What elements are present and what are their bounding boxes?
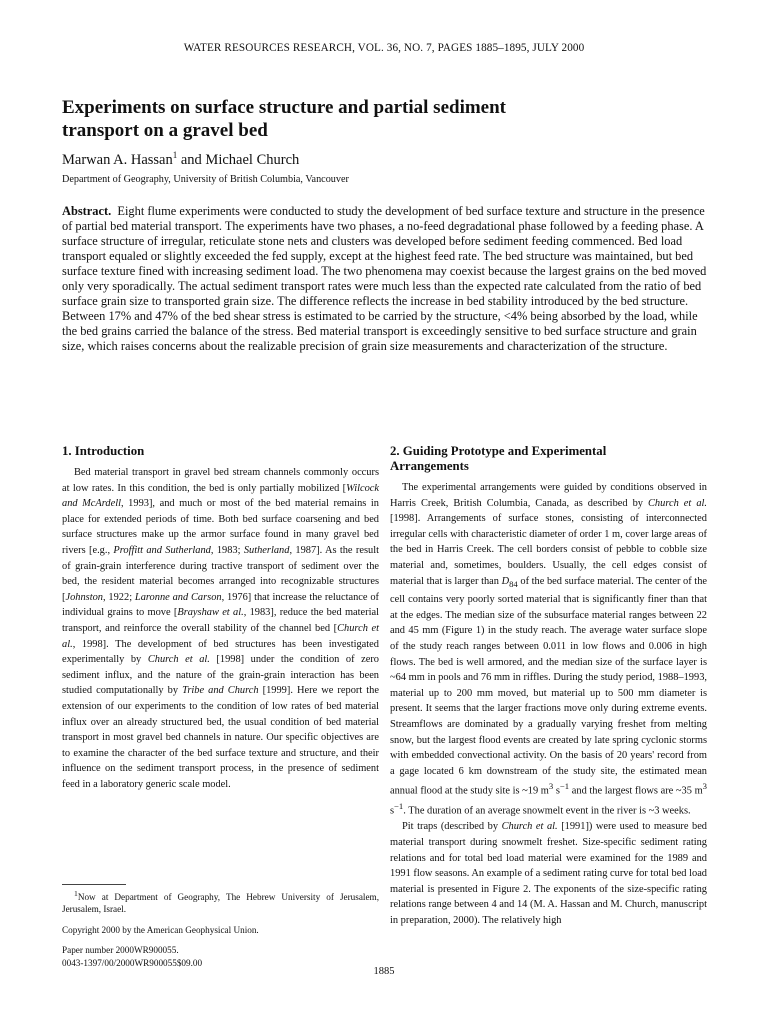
math-symbol: D [501, 575, 510, 587]
citation: Church et al. [501, 821, 558, 833]
section-2-paragraph-1: The experimental arrangements were guided by conditions observed in Harris Creek, British Columbia, Canada, as described by Church et al. [1998]. Arrangements of surface stones, consisting of interconnected irregular cells with characteristic diameter of order 1 m, cover large areas of the bed in Harris Creek. The cell borders consist of pebble to cobble size material and, sometimes, boulders. Usually, the cell edges consist of material that is larger than $D_{84}$ of the bed surface material. The center of the cell contains very poorly sorted material that is significantly finer than that at the edges. The median size of the subsurface material ranges between 22 and 45 mm (Figure 1) in the study reach. The average water surface slope of the study reach ranges between 0.011 in low flows and 0.006 in high flows. The bed is well armored, and the median size of the surface layer is ~64 mm in pools and 76 mm in riffles. During the study period, 1988–1993, material up to 200 mm moved, but material up to 500 mm diameter is present. It seems that the larger fractions move only during extreme events. Streamflows are dominated by a gradually varying freshet from melting snow, but the largest flood events are created by late spring cyclonic storms with embedded convectional activity. On the basis of 20 years' record from a gage located 6 km downstream of the study site, the estimated mean annual flood at the study site is ~19 $m^3$ $s^{-1}$ and the largest flows are ~35 $m^3$ $s^{-1}$. The duration of an average snowmelt event in the river is ~3 weeks. [390, 482, 707, 817]
right-column [390, 444, 707, 929]
author-1: Marwan A. Hassan [62, 151, 173, 168]
abstract [62, 204, 710, 354]
citation: Brayshaw et al. [177, 607, 244, 619]
author-1-footnote-mark: 1 [172, 150, 178, 160]
citation: Laronne and Carson [134, 591, 222, 603]
section-2-heading: 2. Guiding Prototype and Experimental Arrangements [390, 444, 607, 473]
footnote-1: $^1$Now at Department of Geography, The Hebrew University of Jerusalem, Jerusalem, Israel. [62, 889, 379, 915]
left-column [62, 444, 379, 792]
author-2: and Michael Church [177, 151, 300, 168]
running-head: WATER RESOURCES RESEARCH, VOL. 36, NO. 7, PAGES 1885–1895, JULY 2000 [183, 42, 585, 54]
footnotes [62, 888, 379, 977]
citation: Church et al. [147, 654, 210, 666]
section-1-heading: 1. Introduction [62, 444, 145, 458]
citation: Sutherland [243, 544, 290, 556]
footnote-divider [62, 884, 126, 885]
title-line-2: transport on a gravel bed [62, 120, 268, 141]
section-2-paragraph-2: Pit traps (described by Church et al. [1991]) were used to measure bed material transport during snowmelt freshet. Size-specific sediment rating relations and for total bed load material were examined for the 1989 and 1991 flow seasons. An example of a sediment rating curve for total bed load material is presented in Figure 2. The exponents of the size-specific rating relations range between 4 and 14 (M. A. Hassan and M. Church, manuscript in preparation, 2000). The relatively high [390, 821, 708, 927]
citation: Proffitt and Sutherland [113, 544, 211, 556]
page-number: 1885 [373, 966, 395, 977]
abstract-text: Eight flume experiments were conducted to study the development of bed surface texture and structure in the presence of partial bed material transport. The experiments have two phases, a no-feed degradational phase followed by a feeding phase. A surface structure of irregular, reticulate stone nets and clusters was developed before sediment feeding commenced. Bed load transport equaled or slightly exceeded the fed supply, except at the highest feed rate. The bed structure was maintained, but bed surface texture fined with increasing sediment load. The two phenomena may coexist because the largest grains on the bed moved only very sporadically. The actual sediment transport rates were much less than the expected rate calculated from the ratio of bed surface grain size to transported grain size. The difference reflects the increase in bed stability introduced by the bed structure. Between 17% and 47% of the bed shear stress is estimated to be carried by the structure, <4% being absorbed by the load, while the bed grains carried the balance of the stress. Bed material transport is exceedingly sensitive to bed surface structure and grain size, which raises concerns about the realizable precision of grain size measurements and characterization of the structure. [62, 204, 707, 353]
author-list [62, 150, 299, 169]
paper-title [62, 96, 622, 142]
paper-id: Paper number 2000WR900055. 0043-1397/00/2000WR900055$09.00 [62, 945, 203, 968]
title-line-1: Experiments on surface structure and partial sediment [62, 97, 507, 118]
citation: Church et al. [648, 497, 707, 509]
citation: Tribe and Church [182, 685, 259, 697]
copyright-notice: Copyright 2000 by the American Geophysical Union. [62, 924, 259, 935]
abstract-label: Abstract. [62, 204, 112, 218]
affiliation: Department of Geography, University of British Columbia, Vancouver [62, 174, 349, 185]
section-1-paragraph-1: Bed material transport in gravel bed stream channels commonly occurs at low rates. In this condition, the bed is only partially mobilized [Wilcock and McArdell, 1993], and much or most of the bed material remains in place for extended periods of time. Both bed surface coarsening and bed surface structures make up the armor surface found in many gravel bed rivers [e.g., Proffitt and Sutherland, 1983; Sutherland, 1987]. As the result of grain-grain interference during tractive transport of sediment over the bed, the resident material becomes arranged into recognizable structures [Johnston, 1922; Laronne and Carson, 1976] that increase the reluctance of individual grains to move [Brayshaw et al., 1983], reduce the bed material transport, and reinforce the overall stability of the channel bed [Church et al., 1998]. The development of bed structures has been investigated experimentally by Church et al. [1998] under the condition of zero sediment influx, and the nature of the grain-grain interaction has been studied computationally by Tribe and Church [1999]. Here we report the extension of our experiments to the condition of low rates of bed material influx over an already structured bed, the usual condition of bed material transport in most gravel bed channels in nature. Our specific objectives are to examine the character of the bed surface texture and structure, and their influence on the sediment transport process, in the presence of sediment feed in a laboratory generic scale model. [62, 467, 380, 790]
citation: Wilcock and McArdell [62, 482, 379, 510]
citation: Church et al. [62, 622, 379, 650]
citation: Johnston [65, 591, 103, 603]
